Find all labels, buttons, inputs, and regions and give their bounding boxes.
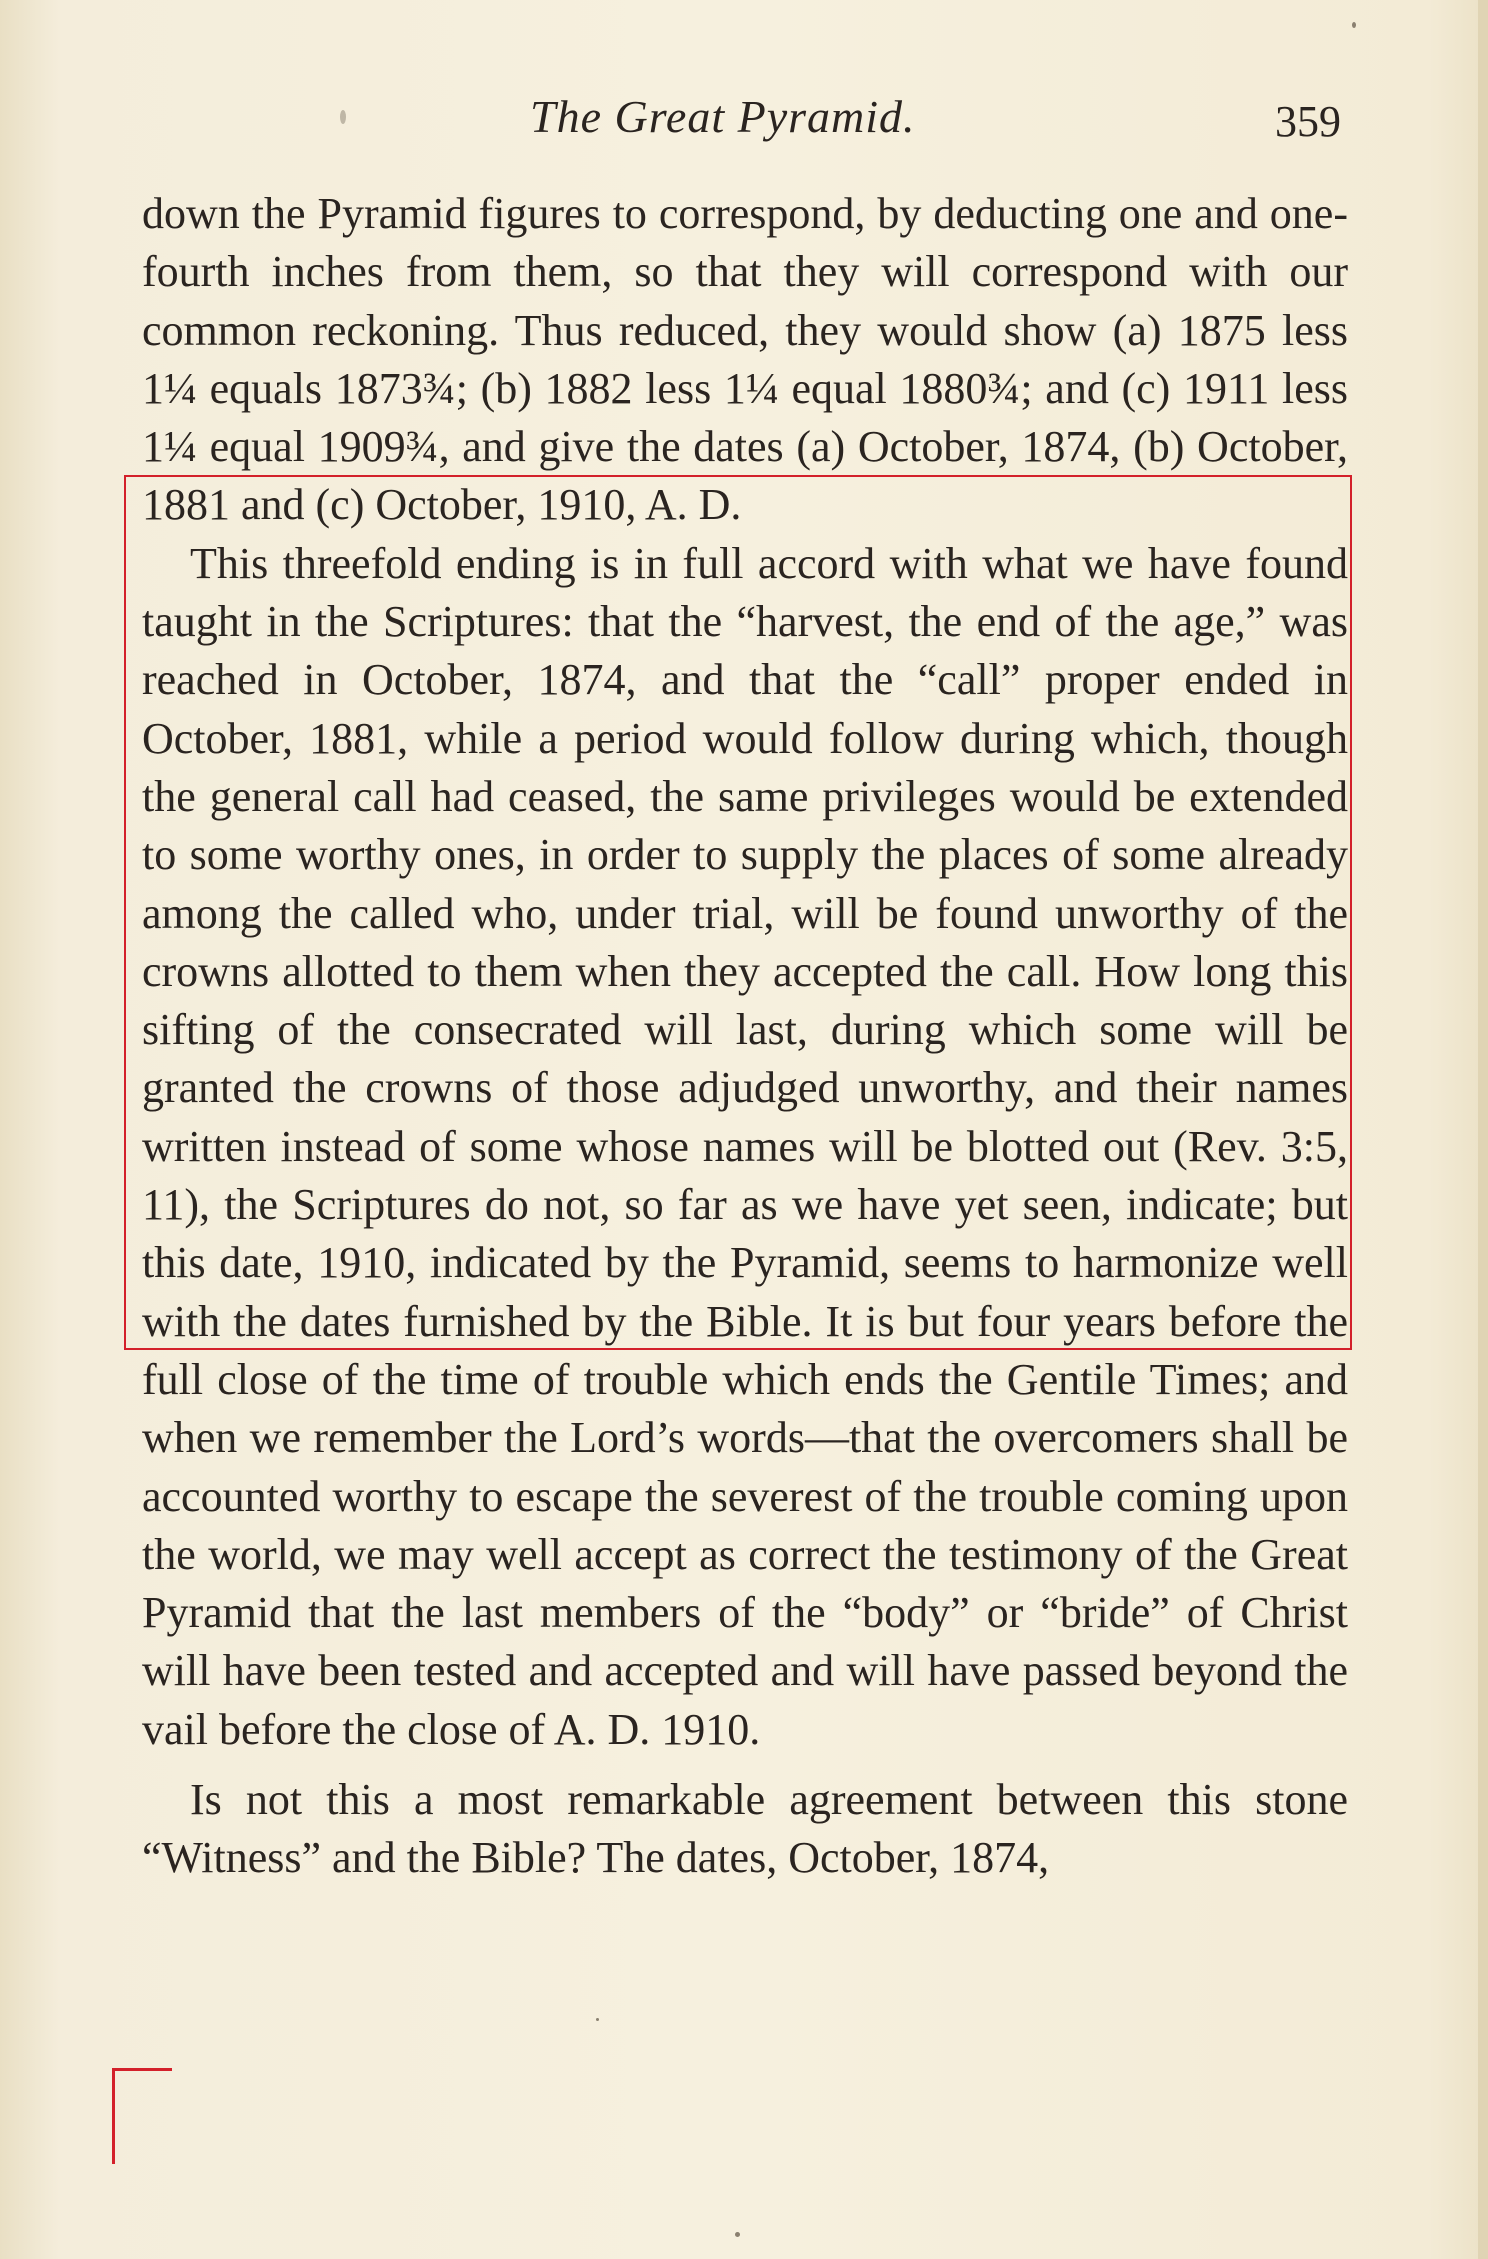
corner-bracket-mark bbox=[112, 2068, 172, 2164]
ink-speck bbox=[1352, 22, 1356, 28]
highlight-box bbox=[124, 475, 1352, 1350]
paragraph-remarkable-agreement: Is not this a most remarkable agreement between this stone “Witness” and the Bible? The dates, October, 1874, bbox=[142, 1775, 1348, 1883]
ink-speck bbox=[735, 2232, 740, 2237]
paragraph-threefold-ending: This threefold ending is in full accord with what we have found taught in the Scriptures: that the “harvest, the end of the age,” was reached in October, 1874, and that the “call” proper ended in October, 1881, while a period would follow during which, though the general call had ceased, the same privileges would be extended to some worthy ones, in order to supply the places of some already among the called who, under trial, will be found unworthy of the crowns allotted to them when they accepted the call. How long this sifting of the consecrated will last, during which some will be granted the crowns of those adjudged unworthy, and their names written instead of some whose names will be blotted out (Rev. 3:5, 11), the Scriptures do not, so far as we have yet seen, indicate; but this date, 1910, indicated by the Pyramid, seems to harmonize well with the dates furnished by the Bible. It is but four years before the full close of the time of trouble which ends the Gentile Times; and when we remember the Lord’s words—that the overcomers shall be accounted worthy to escape the severest of the trouble coming upon the world, we may well accept as correct the testimony of the Great Pyramid that the last members of the “body” or “bride” of Christ will have been tested and accepted and will have passed beyond the vail before the close of A. D. 1910. bbox=[142, 538, 1348, 1754]
page-number: 359 bbox=[1275, 97, 1341, 146]
page-edge-shadow bbox=[1478, 0, 1488, 2259]
ink-speck bbox=[596, 2018, 599, 2021]
running-title: The Great Pyramid. bbox=[530, 91, 916, 142]
ink-speck bbox=[340, 110, 346, 124]
running-header bbox=[0, 80, 1488, 150]
paragraph-continued: down the Pyramid figures to correspond, by deducting one and one-fourth inches from them, so that they will correspond with our common reckoning. Thus reduced, they would show (a) 1875 less 1¼ equals 1873¾; (b) 1882 less 1¼ equal 1880¾; and (c) 1911 less 1¼ equal 1909¾, and give the dates (a) October, 1874, (b) October, 1881 and (c) October, 1910, A. D. bbox=[142, 189, 1348, 530]
